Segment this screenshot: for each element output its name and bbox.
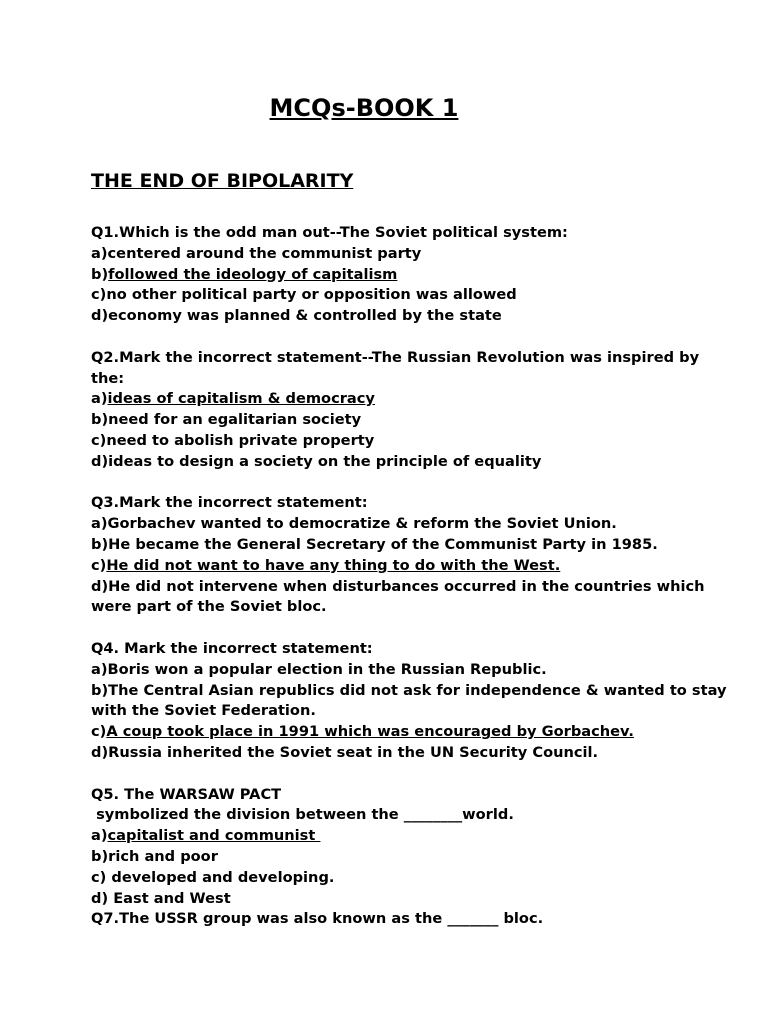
- option-prefix: b): [91, 411, 109, 429]
- question-q3: [91, 493, 731, 618]
- option-prefix: c): [91, 286, 107, 304]
- option-text: He became the General Secretary of the Communist Party in 1985.: [108, 535, 658, 553]
- correct-answer-text: He did not want to have any thing to do with the West.: [106, 556, 561, 574]
- option-prefix: d): [91, 452, 109, 470]
- option-a: [91, 826, 731, 847]
- option-prefix: c): [91, 431, 107, 449]
- option-prefix: b): [91, 847, 109, 865]
- question-stem: Q1.Which is the odd man out--The Soviet political system:: [91, 224, 568, 241]
- option-prefix: c): [91, 723, 107, 741]
- correct-answer-text: capitalist and communist: [107, 827, 321, 845]
- section-heading: THE END OF BIPOLARITY: [91, 170, 354, 192]
- option-b: [91, 535, 731, 556]
- option-prefix: d): [91, 307, 109, 325]
- question-list: [91, 223, 731, 930]
- question-q1: [91, 223, 731, 327]
- question-stem: Q2.Mark the incorrect statement--The Russian Revolution was inspired by the:: [91, 348, 700, 387]
- option-prefix: b): [91, 535, 109, 553]
- option-a: [91, 244, 731, 265]
- option-text: He did not intervene when disturbances occurred in the countries which were part of the Soviet bloc.: [91, 577, 705, 616]
- option-b: [91, 265, 731, 286]
- option-text: East and West: [108, 889, 231, 907]
- option-prefix: a): [91, 660, 108, 678]
- question-stem: Q5. The WARSAW PACT: [91, 785, 282, 803]
- page-title: MCQs-BOOK 1: [269, 94, 459, 122]
- option-text: no other political party or opposition was allowed: [106, 286, 517, 304]
- option-d: [91, 577, 731, 619]
- question-stem: Q4. Mark the incorrect statement:: [91, 639, 373, 657]
- option-prefix: a): [91, 390, 108, 408]
- option-d: [91, 889, 731, 910]
- option-prefix: b): [91, 265, 109, 283]
- option-text: economy was planned & controlled by the state: [108, 307, 502, 325]
- option-prefix: a): [91, 827, 108, 845]
- question-q2: [91, 348, 731, 473]
- option-c: [91, 431, 731, 452]
- option-b: [91, 681, 731, 723]
- option-a: [91, 660, 731, 681]
- option-prefix: a): [91, 244, 108, 262]
- option-text: need to abolish private property: [106, 431, 375, 449]
- option-text: need for an egalitarian society: [108, 411, 362, 429]
- option-text: rich and poor: [108, 847, 218, 865]
- option-prefix: b): [91, 681, 109, 699]
- correct-answer-text: ideas of capitalism & democracy: [107, 390, 375, 408]
- question-q7: [91, 909, 731, 930]
- option-d: [91, 306, 731, 327]
- option-text: centered around the communist party: [107, 244, 422, 262]
- option-a: [91, 389, 731, 410]
- correct-answer-text: A coup took place in 1991 which was encouraged by Gorbachev.: [106, 723, 634, 741]
- option-text: Russia inherited the Soviet seat in the UN Security Council.: [108, 743, 599, 761]
- question-q5: [91, 785, 731, 910]
- option-text: developed and developing.: [106, 868, 335, 886]
- option-prefix: d): [91, 889, 109, 907]
- option-text: Boris won a popular election in the Russian Republic.: [107, 660, 547, 678]
- option-text: Gorbachev wanted to democratize & reform the Soviet Union.: [107, 515, 617, 533]
- question-q4: [91, 639, 731, 764]
- option-prefix: d): [91, 743, 109, 761]
- option-d: [91, 743, 731, 764]
- option-prefix: a): [91, 515, 108, 533]
- option-text: The Central Asian republics did not ask for independence & wanted to stay with the Soviet Federation.: [91, 681, 727, 720]
- question-stem: Q7.The USSR group was also known as the _______ bloc.: [91, 910, 544, 928]
- option-text: ideas to design a society on the principle of equality: [108, 452, 542, 470]
- question-stem: Q3.Mark the incorrect statement:: [91, 494, 368, 512]
- option-c: [91, 868, 731, 889]
- question-stem-continued: symbolized the division between the ________world.: [91, 806, 514, 824]
- option-prefix: c): [91, 556, 107, 574]
- option-prefix: c): [91, 868, 107, 886]
- option-b: [91, 410, 731, 431]
- option-d: [91, 452, 731, 473]
- option-b: [91, 847, 731, 868]
- option-prefix: d): [91, 577, 109, 595]
- correct-answer-text: followed the ideology of capitalism: [108, 265, 398, 283]
- option-c: [91, 285, 731, 306]
- option-c: [91, 722, 731, 743]
- option-a: [91, 514, 731, 535]
- option-c: [91, 556, 731, 577]
